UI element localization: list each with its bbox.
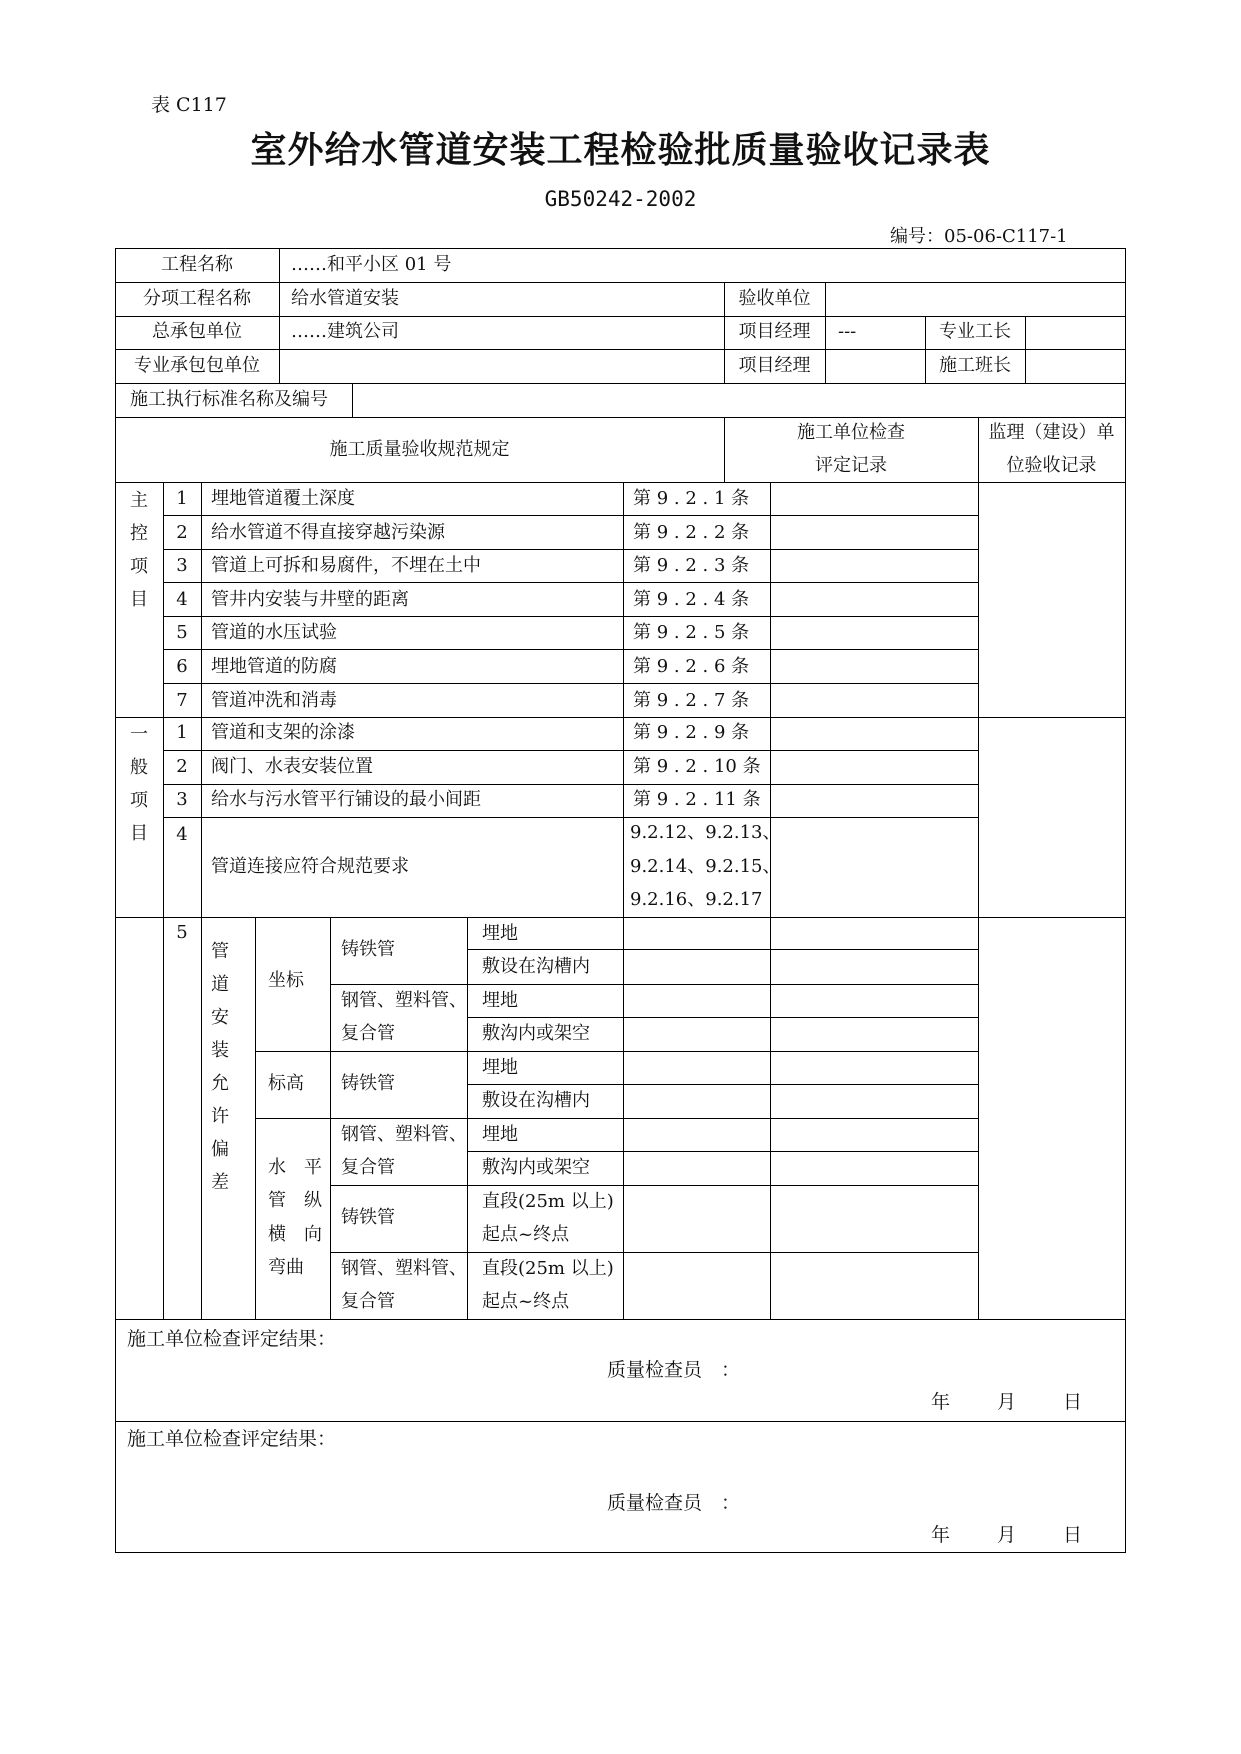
main-item-4-name: 管井内安装与井壁的距离 xyxy=(211,588,409,610)
general-item-2-no: 2 xyxy=(176,755,188,777)
elevation-label: 标高 xyxy=(268,1073,304,1094)
result-2-day: 日 xyxy=(1063,1524,1083,1546)
general-item-5-no: 5 xyxy=(176,922,188,943)
allowable-deviation-label: 管道安装允许偏差 xyxy=(211,941,229,1193)
result-1-title: 施工单位检查评定结果： xyxy=(127,1328,337,1350)
main-control-label: 主控项目 xyxy=(130,490,148,610)
main-item-2-clause: 第 9 . 2 . 2 条 xyxy=(633,521,750,543)
cond-straight-2a: 直段(25m 以上) xyxy=(482,1258,614,1279)
main-item-5-name: 管道的水压试验 xyxy=(211,622,337,644)
pipe-cast-iron-2: 铸铁管 xyxy=(341,1073,395,1094)
bend-label-2: 管 纵 xyxy=(268,1190,322,1211)
general-item-2-clause: 第 9 . 2 . 10 条 xyxy=(633,755,761,777)
main-item-1-name: 埋地管道覆土深度 xyxy=(211,488,355,509)
result-1-day: 日 xyxy=(1063,1391,1083,1413)
result-2-month: 月 xyxy=(997,1524,1017,1546)
document-title: 室外给水管道安装工程检验批质量验收记录表 xyxy=(250,129,991,171)
main-item-5-no: 5 xyxy=(176,622,188,644)
spec-header: 施工质量验收规范规定 xyxy=(329,439,510,460)
sub-project-value: 给水管道安装 xyxy=(291,288,399,309)
general-item-3-name: 给水与污水管平行铺设的最小间距 xyxy=(211,789,481,810)
pipe-steel-3b: 复合管 xyxy=(341,1291,395,1312)
supervision-header-1: 监理（建设）单 xyxy=(988,422,1115,443)
general-item-1-clause: 第 9 . 2 . 9 条 xyxy=(633,722,750,743)
project-manager2-label: 项目经理 xyxy=(738,355,811,376)
main-item-6-clause: 第 9 . 2 . 6 条 xyxy=(633,656,750,677)
main-item-7-clause: 第 9 . 2 . 7 条 xyxy=(633,689,750,711)
cond-straight-1b: 起点~终点 xyxy=(482,1224,570,1245)
cond-trench-overhead-2: 敷沟内或架空 xyxy=(482,1157,590,1178)
pipe-steel-3a: 钢管、塑料管、 xyxy=(341,1258,467,1279)
main-item-1-clause: 第 9 . 2 . 1 条 xyxy=(633,488,750,509)
general-contractor-label: 总承包单位 xyxy=(152,321,242,342)
cond-trench-overhead-1: 敷沟内或架空 xyxy=(482,1023,590,1044)
pipe-steel-1b: 复合管 xyxy=(341,1023,395,1044)
result-1-inspector: 质量检查员 ： xyxy=(607,1359,741,1381)
general-item-4-clause-3: 9.2.16、9.2.17 xyxy=(630,889,763,910)
table-code: 表 C117 xyxy=(151,94,227,116)
general-item-1-no: 1 xyxy=(176,722,188,743)
result-2-inspector: 质量检查员 ： xyxy=(607,1492,741,1514)
general-item-1-name: 管道和支架的涂漆 xyxy=(211,722,355,743)
cond-in-trench-1: 敷设在沟槽内 xyxy=(482,956,590,977)
general-contractor-value: ……建筑公司 xyxy=(291,321,399,342)
cond-straight-2b: 起点~终点 xyxy=(482,1291,570,1312)
acceptance-unit-label: 验收单位 xyxy=(738,288,811,309)
coordinate-label: 坐标 xyxy=(268,970,304,991)
construction-check-header-1: 施工单位检查 xyxy=(797,422,905,443)
result-2-title: 施工单位检查评定结果： xyxy=(127,1428,337,1450)
professional-foreman-label: 专业工长 xyxy=(939,321,1011,342)
main-item-4-clause: 第 9 . 2 . 4 条 xyxy=(633,588,750,610)
cond-straight-1a: 直段(25m 以上) xyxy=(482,1191,614,1212)
pipe-cast-iron-3: 铸铁管 xyxy=(341,1207,395,1228)
supervision-header-2: 位验收记录 xyxy=(1006,455,1097,476)
general-item-3-no: 3 xyxy=(176,789,188,810)
standard-code: GB50242-2002 xyxy=(544,187,697,211)
main-item-3-no: 3 xyxy=(176,555,188,577)
team-leader-label: 施工班长 xyxy=(939,355,1011,376)
general-item-3-clause: 第 9 . 2 . 11 条 xyxy=(633,789,761,810)
cond-in-trench-2: 敷设在沟槽内 xyxy=(482,1090,590,1111)
cond-buried-4: 埋地 xyxy=(482,1124,518,1145)
general-item-4-no: 4 xyxy=(176,824,188,845)
main-item-7-no: 7 xyxy=(176,689,188,711)
bend-label-1: 水 平 xyxy=(268,1157,322,1178)
serial-value: 05-06-C117-1 xyxy=(944,226,1068,247)
project-manager-label: 项目经理 xyxy=(738,321,811,342)
general-item-4-clause-1: 9.2.12、9.2.13、 xyxy=(630,822,781,843)
result-1-month: 月 xyxy=(997,1391,1017,1413)
general-item-4-name: 管道连接应符合规范要求 xyxy=(211,856,409,877)
result-2-year: 年 xyxy=(931,1524,951,1546)
result-1-year: 年 xyxy=(931,1391,951,1413)
general-label: 一般项目 xyxy=(130,724,148,844)
main-item-6-no: 6 xyxy=(176,656,188,677)
main-item-2-name: 给水管道不得直接穿越污染源 xyxy=(211,521,445,543)
standard-name-label: 施工执行标准名称及编号 xyxy=(130,389,328,410)
main-item-2-no: 2 xyxy=(176,521,188,543)
project-manager-value: --- xyxy=(838,321,857,342)
cond-buried-3: 埋地 xyxy=(482,1057,518,1078)
main-item-3-clause: 第 9 . 2 . 3 条 xyxy=(633,555,750,577)
pipe-steel-2b: 复合管 xyxy=(341,1157,395,1178)
specialty-subcontractor-label: 专业承包包单位 xyxy=(134,355,260,376)
main-item-3-name: 管道上可拆和易腐件，不埋在土中 xyxy=(211,555,481,577)
bend-label-4: 弯曲 xyxy=(268,1257,304,1278)
project-name-label: 工程名称 xyxy=(161,254,233,275)
general-item-4-clause-2: 9.2.14、9.2.15、 xyxy=(630,856,781,877)
main-item-6-name: 埋地管道的防腐 xyxy=(211,656,337,677)
pipe-steel-2a: 钢管、塑料管、 xyxy=(341,1124,467,1145)
project-name-value: ……和平小区 01 号 xyxy=(291,254,452,275)
general-item-2-name: 阀门、水表安装位置 xyxy=(211,755,373,777)
sub-project-label: 分项工程名称 xyxy=(143,288,251,309)
serial-label: 编号： xyxy=(890,226,944,247)
pipe-steel-1a: 钢管、塑料管、 xyxy=(341,990,467,1011)
main-item-4-no: 4 xyxy=(176,588,188,610)
cond-buried-2: 埋地 xyxy=(482,990,518,1011)
pipe-cast-iron-1: 铸铁管 xyxy=(341,939,395,960)
bend-label-3: 横 向 xyxy=(268,1224,322,1245)
main-item-5-clause: 第 9 . 2 . 5 条 xyxy=(633,622,750,644)
main-item-7-name: 管道冲洗和消毒 xyxy=(211,689,337,711)
cond-buried-1: 埋地 xyxy=(482,923,518,944)
main-item-1-no: 1 xyxy=(176,488,188,509)
construction-check-header-2: 评定记录 xyxy=(815,455,887,476)
serial-number xyxy=(890,222,1068,248)
